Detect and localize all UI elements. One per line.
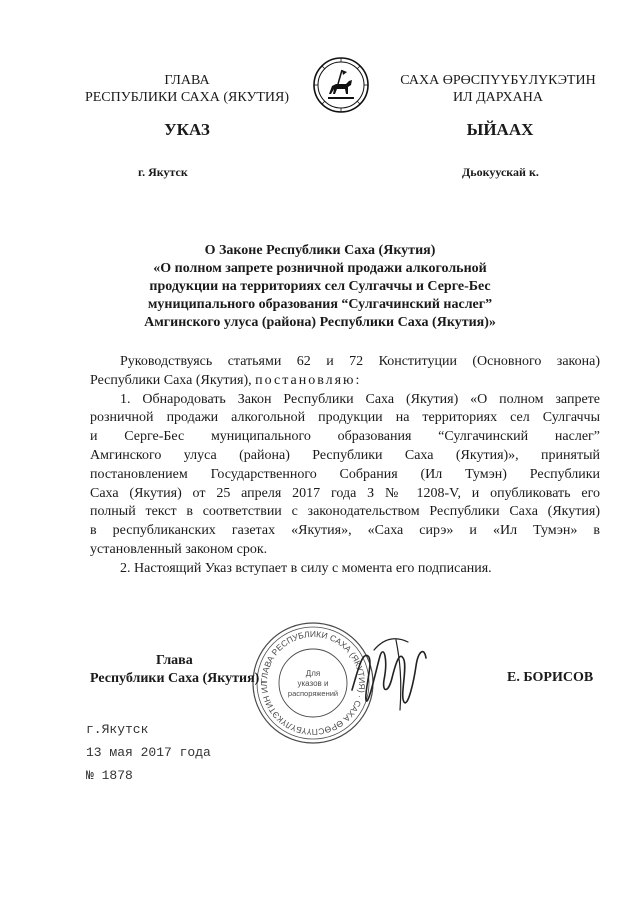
- signatory-title: [90, 652, 260, 688]
- signatory-name: Е. БОРИСОВ: [507, 670, 594, 685]
- signatory-title-line2: Республики Саха (Якутия): [90, 671, 260, 686]
- header-right: [378, 72, 618, 106]
- handwritten-signature: [344, 630, 434, 718]
- title-line: Амгинского улуса (района) Республики Саха (Якутия)»: [144, 315, 496, 330]
- body-line: розничной продажи алкогольной продукции на территориях сел Сулгаччы: [90, 410, 600, 426]
- header-left-line1: ГЛАВА: [164, 73, 210, 88]
- body-line: и Серге-Бес муниципального образования “Сулгачинский наслег”: [90, 429, 600, 445]
- body-line: установленный законом срок.: [90, 541, 268, 557]
- coat-of-arms-icon: [312, 56, 370, 114]
- title-line: О Законе Республики Саха (Якутия): [204, 243, 436, 258]
- header-right-line1: САХА ӨРӨСПҮҮБҮЛҮКЭТИН: [400, 73, 596, 88]
- title-line: «О полном запрете розничной продажи алкогольной: [153, 261, 487, 276]
- resolution-word: постановляю:: [255, 372, 362, 388]
- body-line: в республиканских газетах «Якутия», «Саха сирэ» и «Ил Тумэн» в: [90, 523, 600, 539]
- footer-date: 13 мая 2017 года: [86, 745, 211, 760]
- body-line: постановлением Государственного Собрания (Ил Тумэн) Республики: [90, 466, 600, 482]
- seal-inner-line: распоряжений: [287, 689, 339, 698]
- body-line: 2. Настоящий Указ вступает в силу с момента его подписания.: [120, 560, 492, 576]
- body-line: полный текст в соответствии с законодательством Республики Саха (Якутия): [90, 504, 600, 520]
- doc-type-ru: УКАЗ: [164, 120, 210, 139]
- title-line: муниципального образования “Сулгачинский наслег”: [147, 297, 493, 312]
- body-line: Амгинского улуса (района) Республики Саха (Якутия)», принятый: [90, 447, 600, 463]
- seal-inner-line: указов и: [297, 679, 329, 688]
- header-left: [72, 72, 302, 106]
- body-line: Саха (Якутия) от 25 апреля 2017 года З № 1208-V, и опубликовать его: [90, 485, 600, 501]
- seal-inner-line: Для: [305, 669, 321, 678]
- body-line: 1. Обнародовать Закон Республики Саха (Якутия) «О полном запрете: [120, 391, 600, 407]
- decree-title: [80, 242, 560, 332]
- doc-type-sakha: ЫЙААХ: [466, 120, 534, 139]
- footer-city: г.Якутск: [86, 722, 149, 737]
- title-line: продукции на территориях сел Сулгаччы и Серге-Бес: [149, 279, 491, 294]
- seal-ring-text: ГЛАВА РЕСПУБЛИКИ САХА (ЯКУТИЯ) · САХА ӨРӨСПҮҮБҮЛҮКЭТИН ИЛ: [258, 628, 368, 738]
- footer-number: № 1878: [86, 768, 133, 783]
- header-left-line2: РЕСПУБЛИКИ САХА (ЯКУТИЯ): [84, 90, 290, 105]
- decree-footer: [86, 718, 211, 787]
- header-right-line2: ИЛ ДАРХАНА: [452, 90, 543, 105]
- signatory-title-line1: Глава: [156, 653, 193, 668]
- body-line: Руководствуясь статьями 62 и 72 Конституции (Основного закона): [120, 354, 600, 369]
- body-line: [90, 372, 600, 391]
- body-text: Республики Саха (Якутия),: [90, 372, 256, 388]
- city-sakha: Дьокуускай к.: [462, 165, 539, 179]
- city-ru: г. Якутск: [138, 165, 188, 179]
- decree-body: [90, 353, 600, 579]
